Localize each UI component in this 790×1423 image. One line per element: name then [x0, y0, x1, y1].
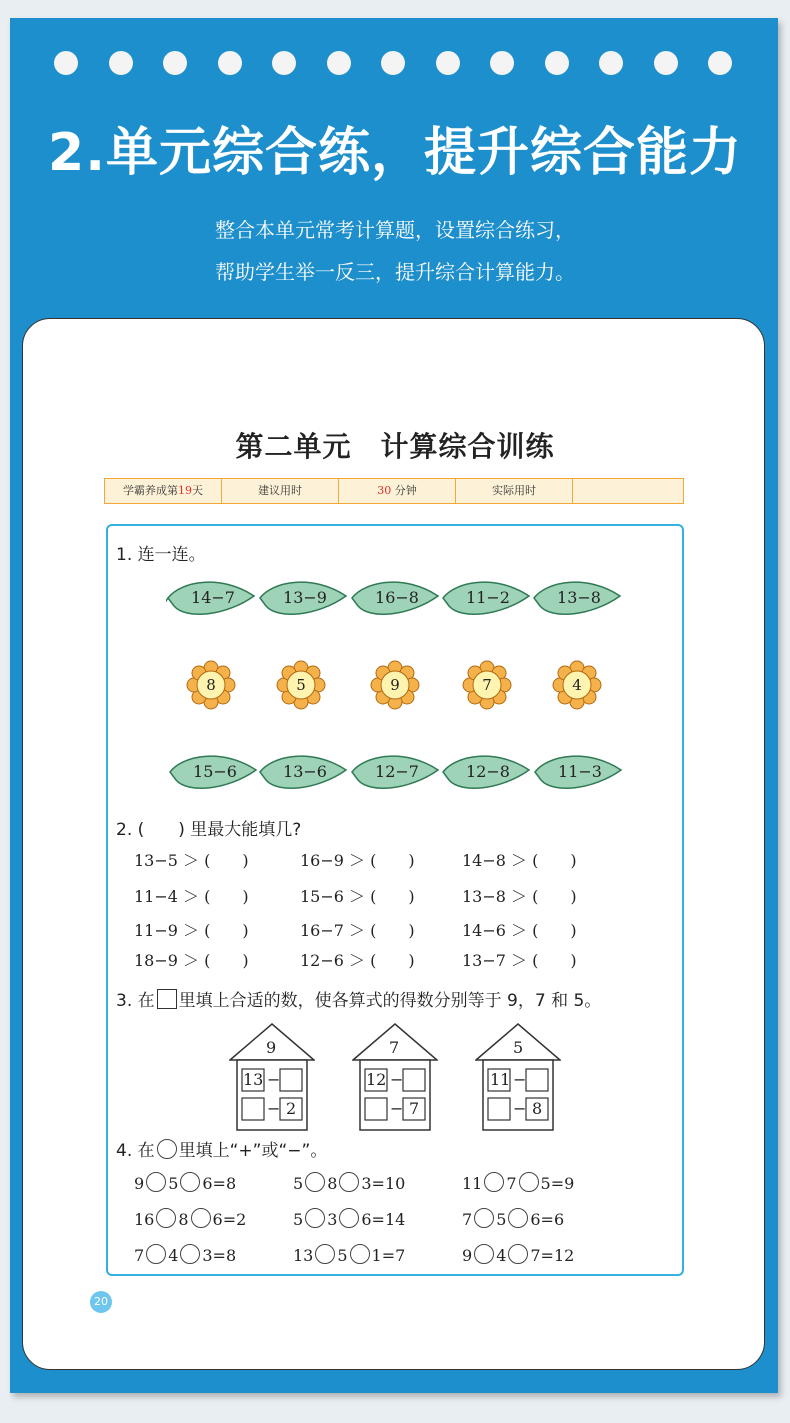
subtitle-line-2: 帮助学生举一反三，提升综合计算能力。 — [215, 260, 575, 284]
q4-item[interactable]: 5 3 6=14 — [293, 1210, 406, 1229]
binder-hole — [327, 51, 351, 75]
q4-title: 4. 在 里填上“+”或“−”。 — [116, 1141, 328, 1161]
subtitle-line-1: 整合本单元常考计算题，设置综合练习， — [215, 218, 575, 242]
binder-hole — [218, 51, 242, 75]
house-given-number: 12 — [366, 1070, 387, 1089]
binder-hole — [654, 51, 678, 75]
q4-item[interactable]: 5 8 3=10 — [293, 1174, 406, 1193]
leaf-card[interactable]: 11−3 — [533, 750, 623, 794]
leaf-card[interactable]: 12−7 — [350, 750, 440, 794]
q2-item[interactable]: 18−9 ＞ ( ) — [134, 951, 249, 970]
binder-hole — [708, 51, 732, 75]
q2-item[interactable]: 15−6 ＞ ( ) — [300, 887, 415, 906]
suggested-minutes: 30 分钟 — [339, 479, 456, 503]
leaf-card[interactable]: 15−6 — [168, 750, 258, 794]
q4-item[interactable]: 9 5 6=8 — [134, 1174, 237, 1193]
leaf-card[interactable]: 13−6 — [258, 750, 348, 794]
q2-item[interactable]: 11−4 ＞ ( ) — [134, 887, 249, 906]
number-house — [352, 1022, 438, 1132]
q2-item[interactable]: 16−7 ＞ ( ) — [300, 921, 415, 940]
q3-title: 3. 在 里填上合适的数，使各算式的得数分别等于 9，7 和 5。 — [116, 991, 602, 1011]
house-given-number: 13 — [243, 1070, 264, 1089]
minus-sign: − — [513, 1099, 527, 1118]
q2-item[interactable]: 13−5 ＞ ( ) — [134, 851, 249, 870]
q2-item[interactable]: 11−9 ＞ ( ) — [134, 921, 249, 940]
flower-card[interactable]: 8 — [186, 660, 236, 710]
q2-item[interactable]: 14−8 ＞ ( ) — [462, 851, 577, 870]
q2-item[interactable]: 14−6 ＞ ( ) — [462, 921, 577, 940]
time-bar — [104, 478, 684, 504]
house-given-number: 8 — [532, 1099, 543, 1118]
binder-hole — [381, 51, 405, 75]
flower-card[interactable]: 7 — [462, 660, 512, 710]
actual-time-label: 实际用时 — [456, 479, 573, 503]
leaf-card[interactable]: 11−2 — [441, 576, 531, 620]
blank-square-icon — [157, 989, 177, 1009]
flower-card[interactable]: 5 — [276, 660, 326, 710]
q2-item[interactable]: 12−6 ＞ ( ) — [300, 951, 415, 970]
minus-sign: − — [267, 1070, 281, 1089]
leaf-card[interactable]: 12−8 — [441, 750, 531, 794]
q2-title: 2. ( ) 里最大能填几? — [116, 820, 302, 840]
binder-hole — [54, 51, 78, 75]
q2-item[interactable]: 13−8 ＞ ( ) — [462, 887, 577, 906]
binder-hole — [545, 51, 569, 75]
binder-holes — [54, 51, 744, 75]
number-house — [229, 1022, 315, 1132]
flower-card[interactable]: 9 — [370, 660, 420, 710]
blank-circle-icon — [157, 1139, 177, 1159]
minus-sign: − — [390, 1070, 404, 1089]
q1-title: 1. 连一连。 — [116, 545, 206, 565]
day-counter: 学霸养成第19天 — [105, 479, 222, 503]
q4-item[interactable]: 11 7 5=9 — [462, 1174, 575, 1193]
house-given-number: 2 — [286, 1099, 297, 1118]
house-given-number: 11 — [490, 1070, 511, 1089]
house-roof-number: 5 — [513, 1038, 524, 1057]
house-roof-number: 7 — [389, 1038, 400, 1057]
binder-hole — [272, 51, 296, 75]
minus-sign: − — [513, 1070, 527, 1089]
flower-card[interactable]: 4 — [552, 660, 602, 710]
page-number: 20 — [90, 1291, 112, 1313]
worksheet-title: 第二单元 计算综合训练 — [235, 430, 555, 463]
number-house — [475, 1022, 561, 1132]
q4-item[interactable]: 7 4 3=8 — [134, 1246, 237, 1265]
suggested-time-label: 建议用时 — [222, 479, 339, 503]
binder-hole — [109, 51, 133, 75]
binder-hole — [490, 51, 514, 75]
house-given-number: 7 — [409, 1099, 420, 1118]
headline: 2.单元综合练，提升综合能力 — [48, 123, 742, 183]
q4-item[interactable]: 7 5 6=6 — [462, 1210, 565, 1229]
leaf-card[interactable]: 13−9 — [258, 576, 348, 620]
leaf-card[interactable]: 13−8 — [532, 576, 622, 620]
q2-item[interactable]: 13−7 ＞ ( ) — [462, 951, 577, 970]
minus-sign: − — [267, 1099, 281, 1118]
leaf-card[interactable]: 14−7 — [166, 576, 256, 620]
binder-hole — [599, 51, 623, 75]
minus-sign: − — [390, 1099, 404, 1118]
leaf-card[interactable]: 16−8 — [350, 576, 440, 620]
binder-hole — [436, 51, 460, 75]
actual-time-value[interactable] — [573, 479, 681, 503]
q2-item[interactable]: 16−9 ＞ ( ) — [300, 851, 415, 870]
q4-item[interactable]: 9 4 7=12 — [462, 1246, 575, 1265]
q4-item[interactable]: 13 5 1=7 — [293, 1246, 406, 1265]
binder-hole — [163, 51, 187, 75]
house-roof-number: 9 — [266, 1038, 277, 1057]
q4-item[interactable]: 16 8 6=2 — [134, 1210, 247, 1229]
